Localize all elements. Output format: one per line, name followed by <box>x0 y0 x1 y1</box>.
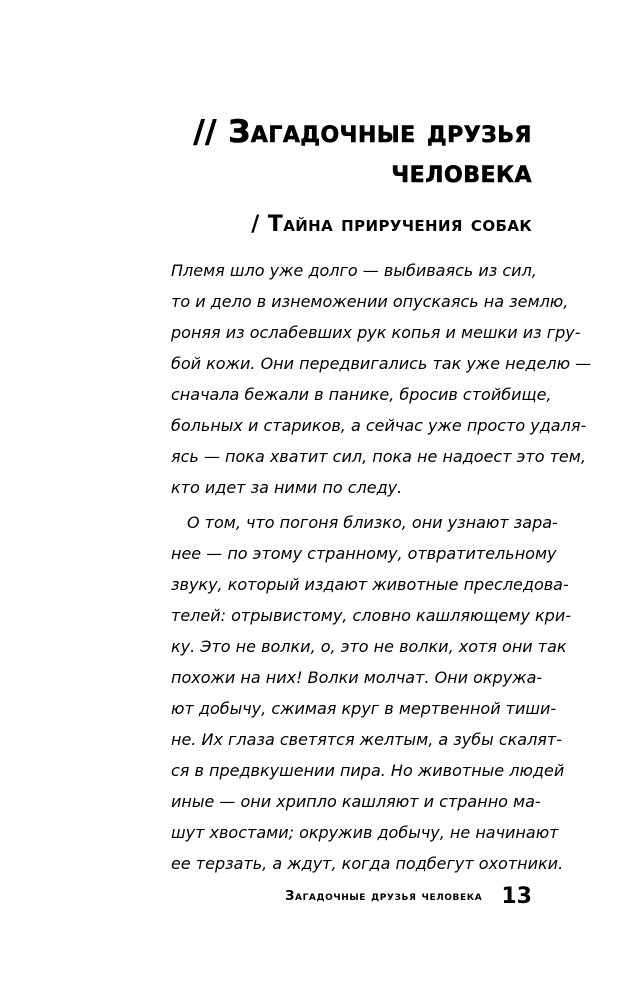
text-line: ее терзать, а ждут, когда подбегут охотники. <box>171 854 564 873</box>
text-line: ют добычу, сжимая круг в мертвенной тиши- <box>171 699 557 718</box>
chapter-title <box>100 112 532 192</box>
chapter-title-line: // Загадочные друзья <box>193 114 532 150</box>
text-line: ку. Это не волки, о, это не волки, хотя они так <box>171 637 567 656</box>
paragraph <box>171 255 592 503</box>
running-title: Загадочные друзья человека <box>285 889 483 904</box>
text-line: звуку, который издают животные преследова- <box>171 575 569 594</box>
text-line: бой кожи. Они передвигались так уже неделю — <box>171 354 592 373</box>
page-number: 13 <box>501 884 532 909</box>
text-line: сначала бежали в панике, бросив стойбище, <box>171 385 552 404</box>
text-line: телей: отрывистому, словно кашляющему кри- <box>171 606 571 625</box>
text-line: шут хвостами; окружив добычу, не начинают <box>171 823 559 842</box>
text-line: Племя шло уже долго — выбиваясь из сил, <box>171 261 537 280</box>
chapter-title-line: человека <box>391 154 532 190</box>
text-line: кто идет за ними по следу. <box>171 478 403 497</box>
text-line: ся в предвкушении пира. Но животные людей <box>171 761 565 780</box>
text-line: О том, что погоня близко, они узнают зара- <box>187 513 558 532</box>
text-line: похожи на них! Волки молчат. Они окружа- <box>171 668 543 687</box>
text-line: нее — по этому странному, отвратительному <box>171 544 557 563</box>
text-line: роняя из ослабевших рук копья и мешки из гру- <box>171 323 581 342</box>
paragraph <box>171 507 571 879</box>
text-line: не. Их глаза светятся желтым, а зубы скалят- <box>171 730 563 749</box>
page-footer <box>100 884 532 916</box>
text-line: ясь — пока хватит сил, пока не надоест это тем, <box>171 447 586 466</box>
text-line: больных и стариков, а сейчас уже просто удаля- <box>171 416 587 435</box>
section-title: / Тайна приручения собак <box>251 212 532 237</box>
text-line: то и дело в изнеможении опускаясь на землю, <box>171 292 569 311</box>
text-line: иные — они хрипло кашляют и странно ма- <box>171 792 541 811</box>
